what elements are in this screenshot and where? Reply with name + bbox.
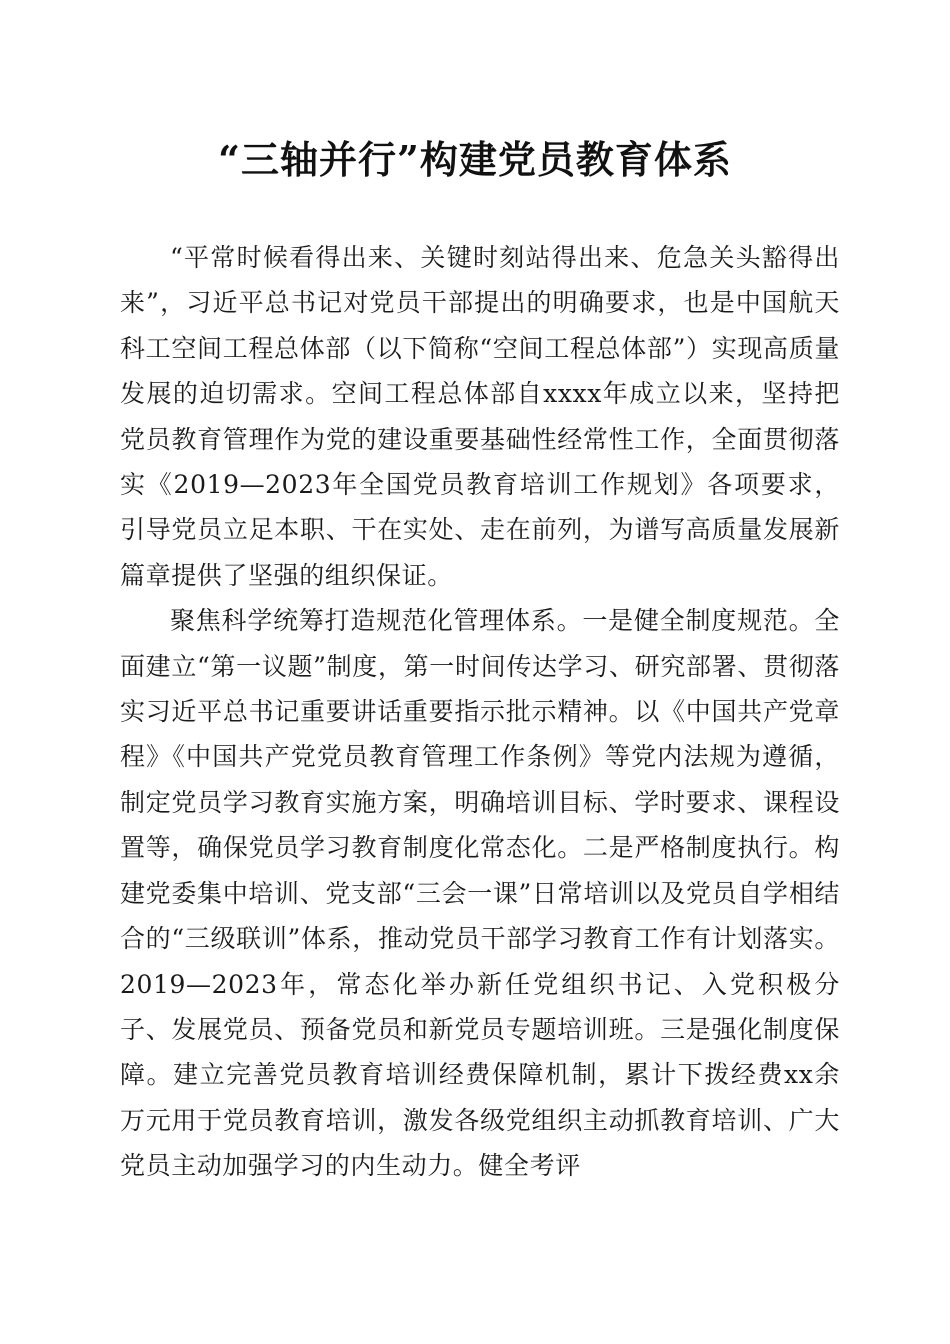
paragraph-management-system: 聚焦科学统筹打造规范化管理体系。一是健全制度规范。全面建立“第一议题”制度，第一时间传达学习、研究部署、贯彻落实习近平总书记重要讲话重要指示批示精神。以《中国共产党章程》《中国共产党党员教育管理工作条例》等党内法规为遵循，制定党员学习教育实施方案，明确培训目标、学时要求、课程设置等，确保党员学习教育制度化常态化。二是严格制度执行。构建党委集中培训、党支部“三会一课”日常培训以及党员自学相结合的“三级联训”体系，推动党员干部学习教育工作有计划落实。2019—2023年，常态化举办新任党组织书记、入党积极分子、发展党员、预备党员和新党员专题培训班。三是强化制度保障。建立完善党员教育培训经费保障机制，累计下拨经费xx余万元用于党员教育培训，激发各级党组织主动抓教育培训、广大党员主动加强学习的内生动力。健全考评 bbox=[120, 606, 840, 1181]
document-title: “三轴并行”构建党员教育体系 bbox=[218, 137, 732, 182]
paragraph-intro: “平常时候看得出来、关键时刻站得出来、危急关头豁得出来”，习近平总书记对党员干部提出的明确要求，也是中国航天科工空间工程总体部（以下简称“空间工程总体部”）实现高质量发展的迫切需求。空间工程总体部自xxxx年成立以来，坚持把党员教育管理作为党的建设重要基础性经常性工作，全面贯彻落实《2019—2023年全国党员教育培训工作规划》各项要求，引导党员立足本职、干在实处、走在前列，为谱写高质量发展新篇章提供了坚强的组织保证。 bbox=[120, 243, 840, 590]
document-body bbox=[120, 235, 840, 1189]
